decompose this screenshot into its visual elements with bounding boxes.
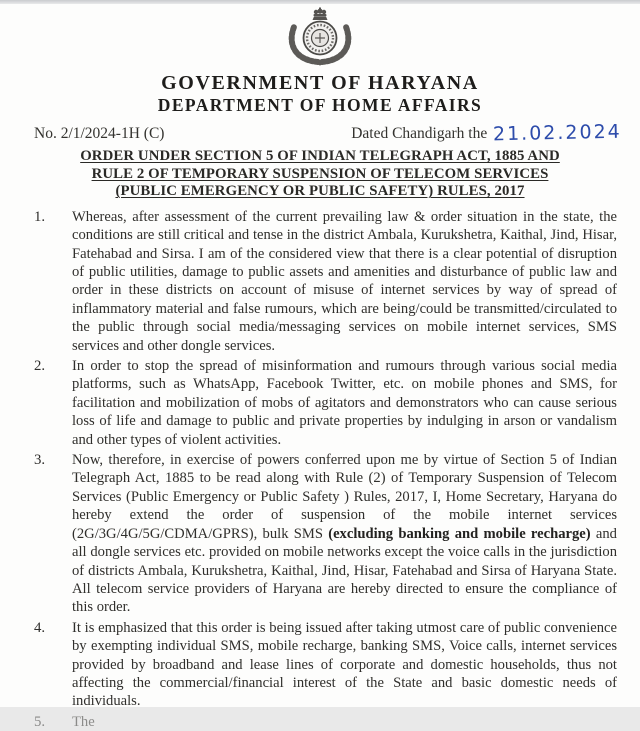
paragraph-text-after-bold: and all dongle services etc. provided on mobile networks except the voice calls in the jurisdiction of districts Ambala, Kurukshetra, Kaithal, Jind, Hisar, Fatehabad and Sirsa of Haryana State. All telecom service providers of Haryana are hereby directed to ensure the compliance of this order. (72, 525, 617, 616)
order-body (34, 208, 617, 731)
order-paragraph-4 (34, 619, 617, 711)
scan-edge-shadow (0, 0, 640, 4)
paragraph-number: 4. (34, 619, 46, 636)
paragraph-number: 2. (34, 358, 46, 375)
paragraph-text: Whereas, after assessment of the current prevailing law & order situation in the state, the conditions are still critical and tense in the district Ambala, Kurukshetra, Kaithal, Jind, Hisar, Fatehabad and Sirsa. I am of the considered view that there is a clear potential of disruption of public utilities, damage to public assets and amenities and disturbance of public law and order in these districts on account of misuse of internet services by way of spread of inflammatory material and false rumours, which are being/could be transmitted/circulated to the public through social media/messaging services on mobile internet services, SMS services and other dongle services. (72, 208, 617, 354)
order-paragraph-3 (34, 451, 617, 617)
department-name: DEPARTMENT OF HOME AFFAIRS (157, 95, 483, 115)
order-paragraph-2 (34, 357, 617, 449)
paragraph-text: In order to stop the spread of misinformation and rumours through various social media platforms, such as WhatsApp, Facebook Twitter, etc. on mobile phones and SMS, for facilitation and mobilization of mobs of agitators and demonstrators who can cause serious loss of life and damage to public and private properties by indulging in arson or vandalism and other types of violent activities. (72, 358, 617, 448)
order-paragraph-5-cutoff (34, 713, 617, 731)
order-title-line1: ORDER UNDER SECTION 5 OF INDIAN TELEGRAPH ACT, 1885 AND (80, 148, 560, 164)
reference-number: No. 2/1/2024-1H (C) (34, 125, 165, 142)
paragraph-number: 1. (34, 208, 46, 225)
order-title (0, 148, 640, 201)
paragraph-text (72, 451, 617, 617)
paragraph-text-before-bold: Now, therefore, in exercise of powers conferred upon me by virtue of Section 5 of Indian Telegraph Act, 1885 to be read along with Rule (2) of Temporary Suspension of Telecom Services (Public Emergency or Public Safety ) Rules, 2017, I, Home Secretary, Haryana do hereby extend the order of suspension of the mobile internet services (2G/3G/4G/5G/CDMA/GPRS), bulk SMS (72, 452, 617, 542)
paragraph-bold-exclusion: (excluding banking and mobile recharge) (328, 525, 591, 542)
government-name: GOVERNMENT OF HARYANA (161, 72, 479, 94)
paragraph-number: 5. (34, 713, 46, 730)
order-title-line2: RULE 2 OF TEMPORARY SUSPENSION OF TELECOM SERVICES (91, 165, 549, 182)
paragraph-text: The (72, 713, 95, 730)
handwritten-date: 21.02.2024 (492, 120, 623, 146)
paragraph-number: 3. (34, 452, 46, 469)
dated-label: Dated Chandigarh the (351, 125, 488, 142)
paragraph-text: It is emphasized that this order is being issued after taking utmost care of public convenience by exempting individual SMS, mobile recharge, banking SMS, Voice calls, internet services provided by broadband and lease lines of corporate and domestic households, thus not affecting the commercial/financial interest of the State and basic domestic needs of individuals. (72, 619, 617, 710)
order-title-line3: (PUBLIC EMERGENCY OR PUBLIC SAFETY) RULES, 2017 (115, 183, 525, 200)
order-paragraph-1 (34, 208, 617, 355)
haryana-state-emblem-icon (278, 7, 362, 70)
